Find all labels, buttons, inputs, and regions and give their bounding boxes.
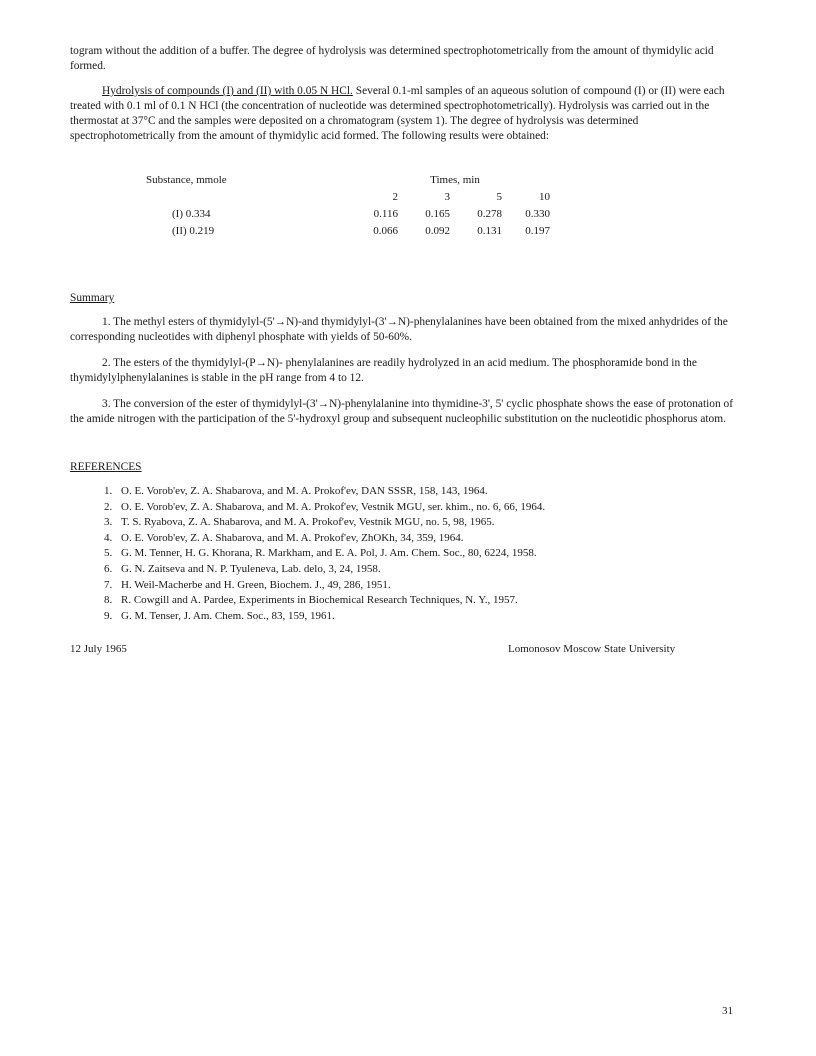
references-list <box>104 484 744 624</box>
substance-cell: (I) 0.334 <box>172 208 211 220</box>
reference-item <box>104 609 744 625</box>
results-table <box>146 172 550 240</box>
reference-number: 4. <box>104 531 113 544</box>
table-header-row <box>146 172 550 189</box>
reference-text: O. E. Vorob'ev, Z. A. Shabarova, and M. A. Prokof'ev, Vestnik MGU, ser. khim., no. 6, 66, 1964. <box>121 500 546 513</box>
reference-number: 2. <box>104 500 113 513</box>
value-cell: 0.116 <box>373 208 398 220</box>
time-column: 10 <box>539 191 550 203</box>
reference-item <box>104 546 744 562</box>
institution: Lomonosov Moscow State University <box>508 643 676 655</box>
time-columns-row <box>146 189 550 206</box>
reference-item <box>104 500 744 516</box>
reference-text: O. E. Vorob'ev, Z. A. Shabarova, and M. A. Prokof'ev, DAN SSSR, 158, 143, 1964. <box>121 485 488 497</box>
reference-text: T. S. Ryabova, Z. A. Shabarova, and M. A. Prokof'ev, Vestnik MGU, no. 5, 98, 1965. <box>121 516 495 529</box>
value-cell: 0.092 <box>425 225 450 237</box>
time-column: 2 <box>392 191 398 203</box>
reference-text: O. E. Vorob'ev, Z. A. Shabarova, and M. A. Prokof'ev, ZhOKh, 34, 359, 1964. <box>121 531 464 544</box>
substance-cell: (II) 0.219 <box>172 225 215 237</box>
reference-number: 1. <box>104 485 113 497</box>
value-cell: 0.278 <box>477 208 502 220</box>
hydrolysis-body: Several 0.1-ml samples of an aqueous solution of compound (I) or (II) were each treated with 0.1 ml of 0.1 N HCl (the concentration of nucleotide was determined spectrophotometrically). Hydrolysis was carried out in the thermostat at 37°C and the samples were deposited on a chromatogram (system 1). The degree of hydrolysis was determined spectrophotometrically from the amount of thymidylic acid formed. The following results were obtained: <box>70 85 725 142</box>
reference-item <box>104 484 744 500</box>
reference-item <box>104 531 744 547</box>
hydrolysis-heading: Hydrolysis of compounds (I) and (II) with 0.05 N HCl. <box>102 85 353 97</box>
summary-item: 2. The esters of the thymidylyl-(P→N)- phenylalanines are readily hydrolyzed in an acid medium. The phosphoramide bond in the thymidylylphenylalanines is stable in the pH range from 4 to 12. <box>70 357 697 384</box>
reference-text: R. Cowgill and A. Pardee, Experiments in Biochemical Research Techniques, N. Y., 1957. <box>121 594 518 607</box>
reference-text: H. Weil-Macherbe and H. Green, Biochem. J., 49, 286, 1951. <box>121 578 391 591</box>
reference-number: 5. <box>104 547 113 560</box>
value-cell: 0.066 <box>373 225 398 237</box>
value-cell: 0.165 <box>425 208 450 220</box>
intro-paragraph: togram without the addition of a buffer. The degree of hydrolysis was determined spectrophotometrically from the amount of thymidylic acid formed. <box>70 45 714 72</box>
reference-item <box>104 562 744 578</box>
reference-number: 6. <box>104 562 113 575</box>
summary-item: 1. The methyl esters of thymidylyl-(5'→N)-and thymidylyl-(3'→N)-phenylalanines have been obtained from the mixed anhydrides of the corresponding nucleotides with diphenyl phosphate with yields of 50-60%. <box>70 316 728 343</box>
reference-number: 3. <box>104 516 113 529</box>
time-column: 5 <box>496 191 502 203</box>
time-column: 3 <box>444 191 450 203</box>
table-row <box>146 206 550 223</box>
reference-number: 7. <box>104 578 113 591</box>
page-number: 31 <box>722 1005 733 1017</box>
summary-heading: Summary <box>70 292 115 304</box>
value-cell: 0.197 <box>525 225 550 237</box>
reference-item <box>104 593 744 609</box>
reference-item <box>104 515 744 531</box>
table-row <box>146 223 550 240</box>
references-heading: REFERENCES <box>70 461 142 473</box>
value-cell: 0.330 <box>525 208 550 220</box>
reference-item <box>104 578 744 594</box>
value-cell: 0.131 <box>477 225 502 237</box>
summary-item: 3. The conversion of the ester of thymidylyl-(3'→N)-phenylalanine into thymidine-3', 5' cyclic phosphate shows the ease of protonation of the amide nitrogen with the participation of the 5'-hydroxyl group and subsequent nucleophilic substitution on the nucleotidic phosphorus atom. <box>70 398 734 425</box>
reference-number: 9. <box>104 609 113 622</box>
reference-text: G. M. Tenner, H. G. Khorana, R. Markham, and E. A. Pol, J. Am. Chem. Soc., 80, 6224, 1958. <box>121 547 537 560</box>
substance-header: Substance, mmole <box>146 174 227 186</box>
reference-number: 8. <box>104 594 113 607</box>
reference-text: G. N. Zaitseva and N. P. Tyuleneva, Lab. delo, 3, 24, 1958. <box>121 562 381 575</box>
hydrolysis-paragraph <box>70 84 740 144</box>
times-header: Times, min <box>430 174 480 186</box>
submission-date: 12 July 1965 <box>70 643 127 655</box>
reference-text: G. M. Tenser, J. Am. Chem. Soc., 83, 159, 1961. <box>121 609 335 622</box>
